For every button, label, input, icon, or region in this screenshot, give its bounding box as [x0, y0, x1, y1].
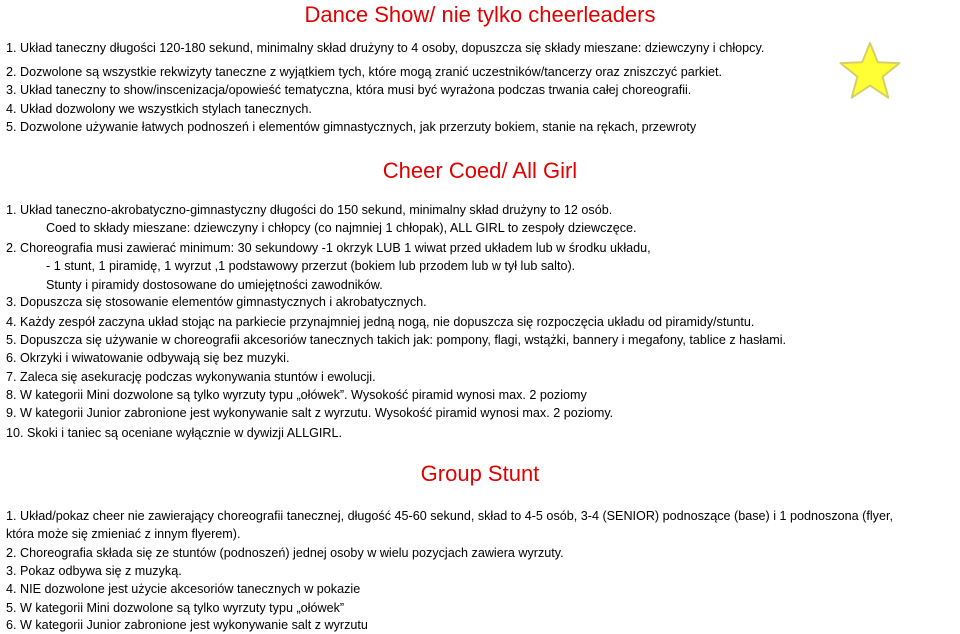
cheer-rule-4: 4. Każdy zespół zaczyna układ stojąc na parkiecie przynajmniej jedną nogą, nie dopuszcza się rozpoczęcia układu od piramidy/stuntu. [6, 315, 755, 329]
group-stunt-rule-2: 2. Choreografia składa się ze stuntów (podnoszeń) jednej osoby w wielu pozycjach zawiera wyrzuty. [6, 546, 564, 560]
cheer-rule-3: 3. Dopuszcza się stosowanie elementów gimnastycznych i akrobatycznych. [6, 295, 427, 309]
dance-show-rule-1: 1. Układ taneczny długości 120-180 sekund, minimalny skład drużyny to 4 osoby, dopuszcza się składy mieszane: dziewczyny i chłopcy. [6, 41, 765, 55]
cheer-rule-2-note: Stunty i piramidy dostosowane do umiejętności zawodników. [46, 278, 383, 292]
cheer-rule-1-note: Coed to składy mieszane: dziewczyny i chłopcy (co najmniej 1 chłopak), ALL GIRL to zespoły dziewczęce. [46, 221, 637, 235]
group-stunt-rule-1-cont: która może się zmieniać z innym flyerem). [6, 527, 241, 541]
cheer-rule-2: 2. Choreografia musi zawierać minimum: 30 sekundowy -1 okrzyk LUB 1 wiwat przed układem lub w środku układu, [6, 241, 651, 255]
cheer-rule-10: 10. Skoki i taniec są oceniane wyłącznie w dywizji ALLGIRL. [6, 426, 342, 440]
cheer-rule-9: 9. W kategorii Junior zabronione jest wykonywanie salt z wyrzutu. Wysokość piramid wynosi max. 2 poziomy. [6, 406, 614, 420]
group-stunt-rule-4: 4. NIE dozwolone jest użycie akcesoriów tanecznych w pokazie [6, 582, 361, 596]
group-stunt-rule-5: 5. W kategorii Mini dozwolone są tylko wyrzuty typu „ołówek” [6, 601, 345, 615]
dance-show-rule-4: 4. Układ dozwolony we wszystkich stylach tanecznych. [6, 102, 312, 116]
cheer-rule-8: 8. W kategorii Mini dozwolone są tylko wyrzuty typu „ołówek”. Wysokość piramid wynosi max. 2 poziomy [6, 388, 587, 402]
group-stunt-rule-6: 6. W kategorii Junior zabronione jest wykonywanie salt z wyrzutu [6, 618, 368, 632]
star-icon [837, 40, 903, 106]
section-title-cheer-coed: Cheer Coed/ All Girl [382, 158, 578, 183]
group-stunt-rule-3: 3. Pokaz odbywa się z muzyką. [6, 564, 182, 578]
dance-show-rule-5: 5. Dozwolone używanie łatwych podnoszeń i elementów gimnastycznych, jak przerzuty bokiem, stanie na rękach, przewroty [6, 120, 697, 134]
section-title-dance-show: Dance Show/ nie tylko cheerleaders [304, 2, 656, 27]
group-stunt-rule-1: 1. Układ/pokaz cheer nie zawierający choreografii tanecznej, długość 45-60 sekund, skład to 4-5 osób, 3-4 (SENIOR) podnoszące (base) i 1 podnoszona (flyer, [6, 509, 893, 523]
cheer-rule-6: 6. Okrzyki i wiwatowanie odbywają się bez muzyki. [6, 351, 290, 365]
dance-show-rule-2: 2. Dozwolone są wszystkie rekwizyty taneczne z wyjątkiem tych, które mogą zranić uczestników/tancerzy oraz zniszczyć parkiet. [6, 65, 722, 79]
dance-show-rule-3: 3. Układ taneczny to show/inscenizacja/opowieść tematyczna, która musi być wyrażona podczas trwania całej choreografii. [6, 83, 692, 97]
cheer-rule-1: 1. Układ taneczno-akrobatyczno-gimnastyczny długości do 150 sekund, minimalny skład drużyny to 12 osób. [6, 203, 613, 217]
cheer-rule-7: 7. Zaleca się asekurację podczas wykonywania stuntów i ewolucji. [6, 370, 376, 384]
section-title-group-stunt: Group Stunt [420, 461, 540, 486]
cheer-rule-5: 5. Dopuszcza się używanie w choreografii akcesoriów tanecznych takich jak: pompony, flagi, wstążki, bannery i megafony, tablice z hasłami. [6, 333, 787, 347]
cheer-rule-2-list: - 1 stunt, 1 piramidę, 1 wyrzut ,1 podstawowy przerzut (bokiem lub przodem lub w tył lub salto). [46, 259, 576, 273]
